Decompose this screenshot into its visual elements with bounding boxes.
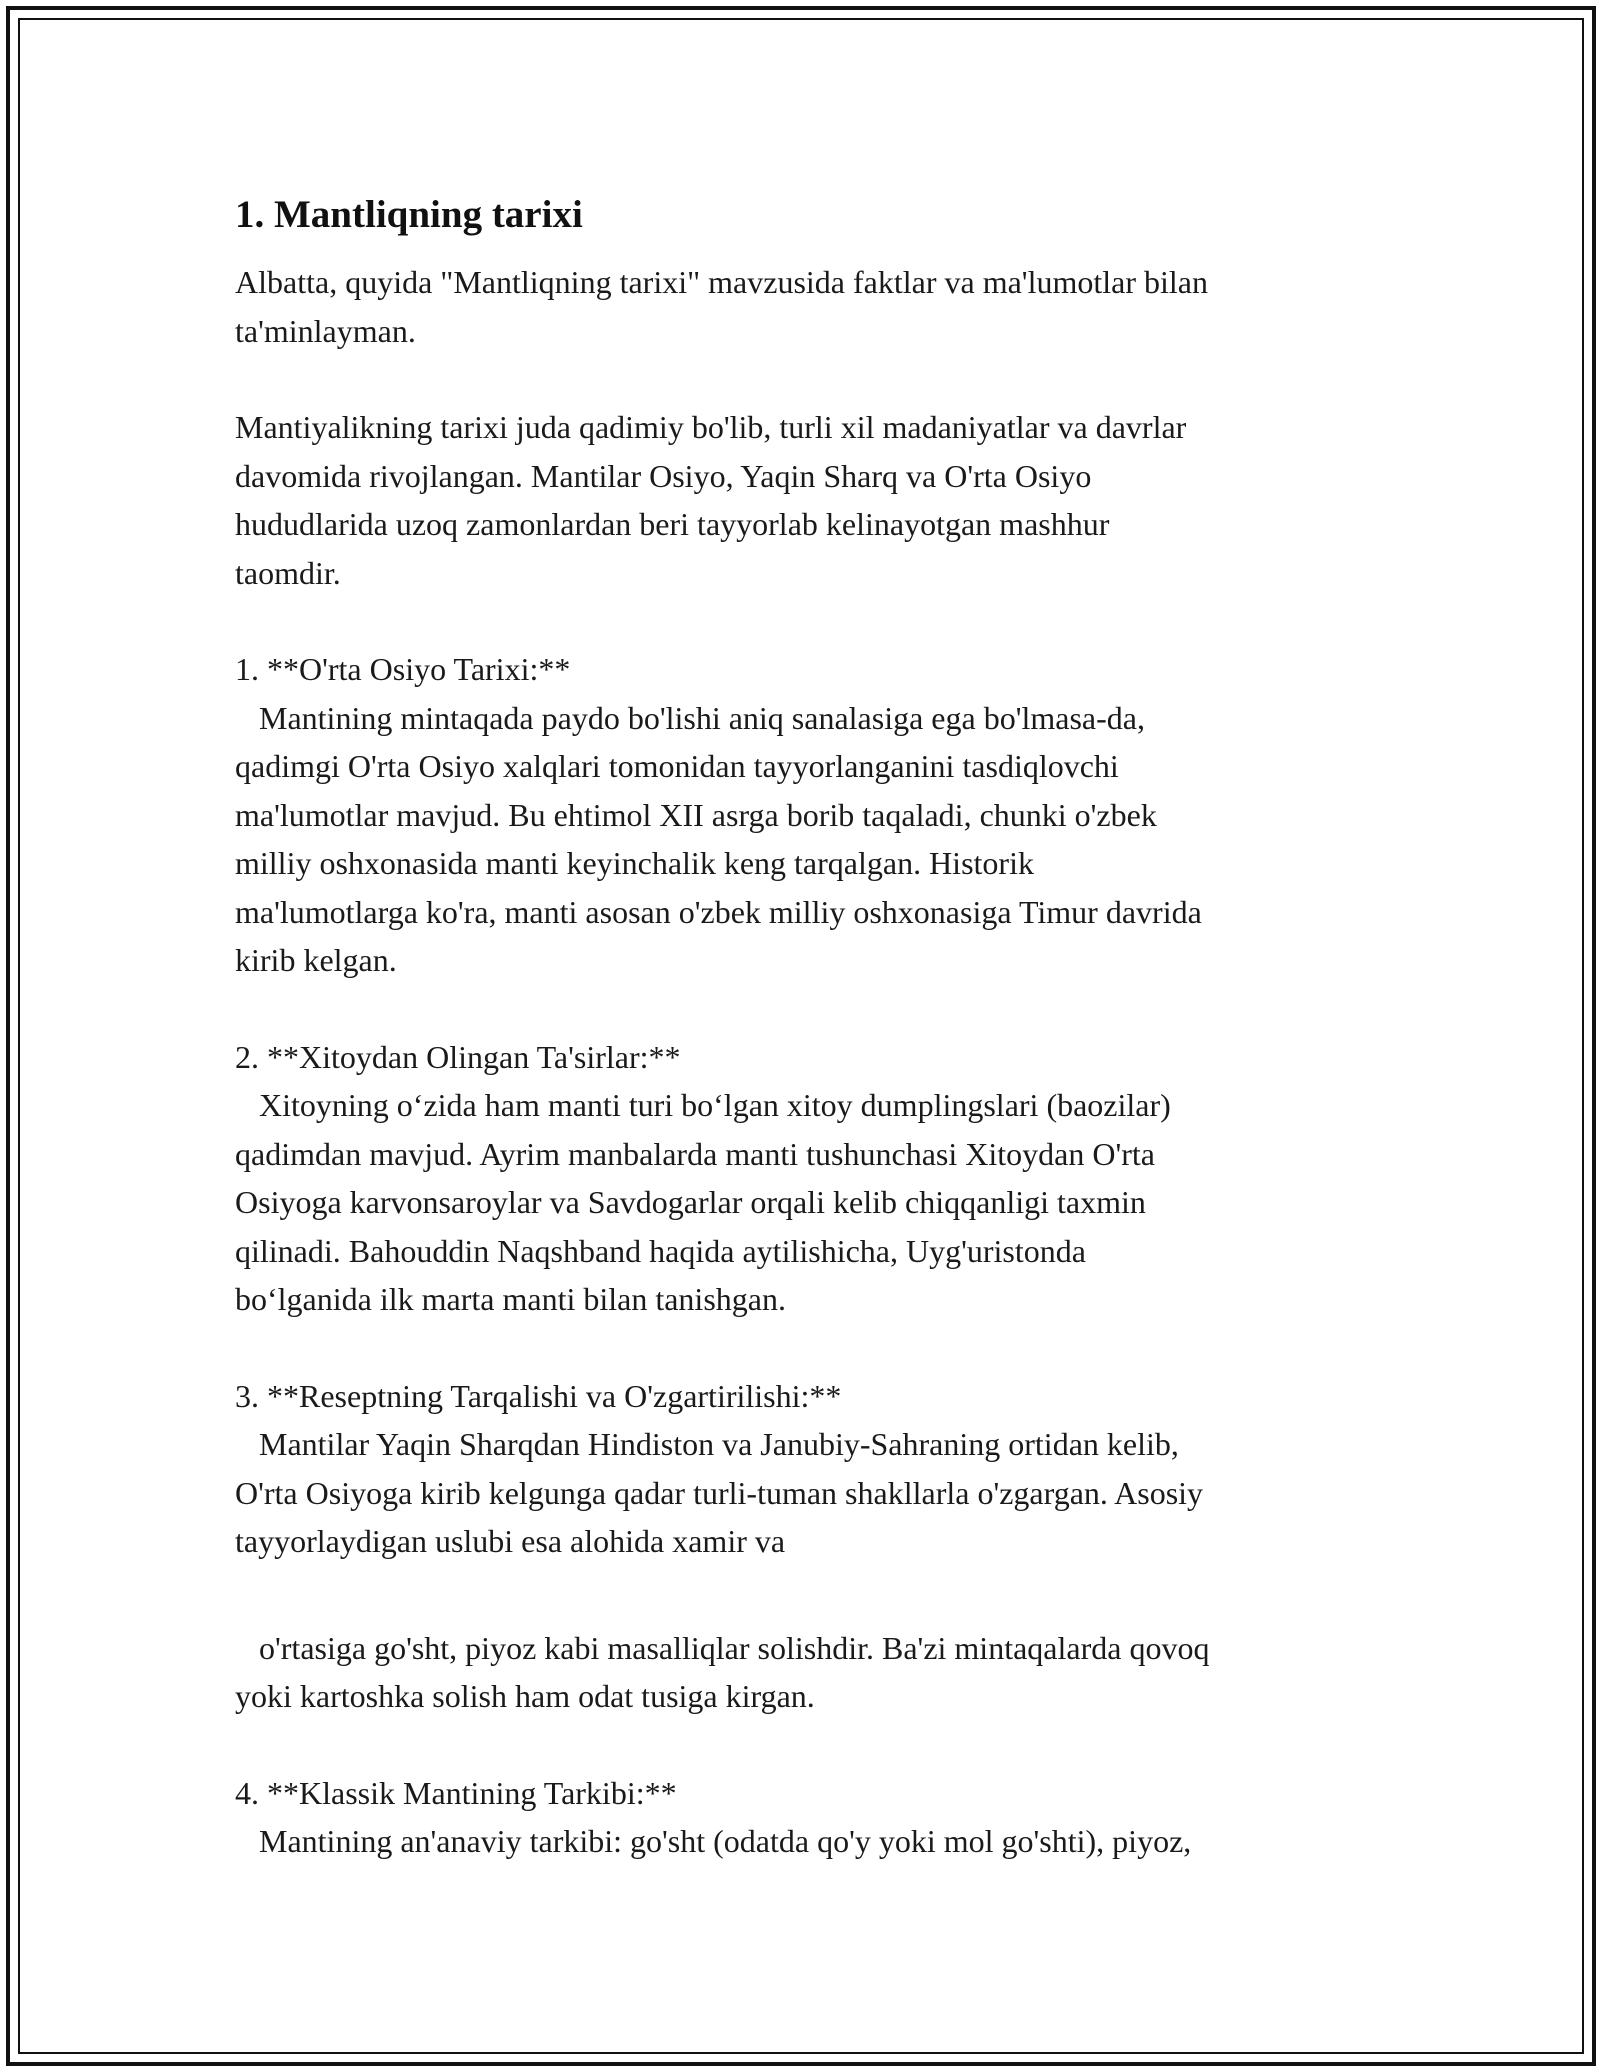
section-4-body: Mantining an'anaviy tarkibi: go'sht (odatda qo'y yoki mol go'shti), piyoz, bbox=[235, 1823, 1192, 1859]
section-1-title: 1. **O'rta Osiyo Tarixi:** bbox=[235, 651, 571, 687]
section-1-body: Mantining mintaqada paydo bo'lishi aniq sanalasiga ega bo'lmasa-da, qadimgi O'rta Osiyo xalqlari tomonidan tayyorlanganini tasdiqlovchi ma'lumotlar mavjud. Bu ehtimol XII asrga borib taqaladi, chunki o'zbek milliy oshxonasida manti keyinchalik keng tarqalgan. Historik ma'lumotlarga ko'ra, manti asosan o'zbek milliy oshxonasiga Timur davrida kirib kelgan. bbox=[235, 699, 1202, 978]
section-3-continuation: o'rtasiga go'sht, piyoz kabi masalliqlar solishdir. Ba'zi mintaqalarda qovoq yoki kartoshka solish ham odat tusiga kirgan. bbox=[235, 1629, 1210, 1714]
section-2-body: Xitoyning o‘zida ham manti turi bo‘lgan xitoy dumplingslari (baozilar) qadimdan mavjud. Ayrim manbalarda manti tushunchasi Xitoydan O'rta Osiyoga karvonsaroylar va Savdogarlar orqali kelib chiqqanligi taxmin qilinadi. Bahouddin Naqshband haqida aytilishicha, Uyg'uristonda bo‘lganida ilk marta manti bilan tanishgan. bbox=[235, 1087, 1171, 1317]
paragraph-gap bbox=[235, 1566, 1395, 1624]
paragraph-gap bbox=[235, 597, 1395, 645]
paragraph-gap bbox=[235, 985, 1395, 1033]
section-3-body: Mantilar Yaqin Sharqdan Hindiston va Janubiy-Sahraning ortidan kelib, O'rta Osiyoga kirib kelgunga qadar turli-tuman shakllarla o'zgargan. Asosiy tayyorlaydigan uslubi esa alohida xamir va bbox=[235, 1426, 1204, 1559]
section-3-title: 3. **Reseptning Tarqalishi va O'zgartirilishi:** bbox=[235, 1377, 842, 1414]
document-heading: 1. Mantliqning tarixi bbox=[235, 193, 583, 236]
paragraph-gap bbox=[235, 1721, 1395, 1769]
intro-paragraph: Albatta, quyida "Mantliqning tarixi" mavzusida faktlar va ma'lumotlar bilan ta'minlayman. bbox=[235, 264, 1208, 349]
paragraph-gap bbox=[235, 355, 1395, 403]
overview-paragraph: Mantiyalikning tarixi juda qadimiy bo'lib, turli xil madaniyatlar va davrlar davomida rivojlangan. Mantilar Osiyo, Yaqin Sharq va O'rta Osiyo hududlarida uzoq zamonlardan beri tayyorlab kelinayotgan mashhur taomdir. bbox=[235, 409, 1187, 591]
document-body bbox=[235, 186, 1395, 1866]
section-4-title: 4. **Klassik Mantining Tarkibi:** bbox=[235, 1774, 677, 1811]
paragraph-gap bbox=[235, 1324, 1395, 1372]
section-2-title: 2. **Xitoydan Olingan Ta'sirlar:** bbox=[235, 1038, 681, 1075]
